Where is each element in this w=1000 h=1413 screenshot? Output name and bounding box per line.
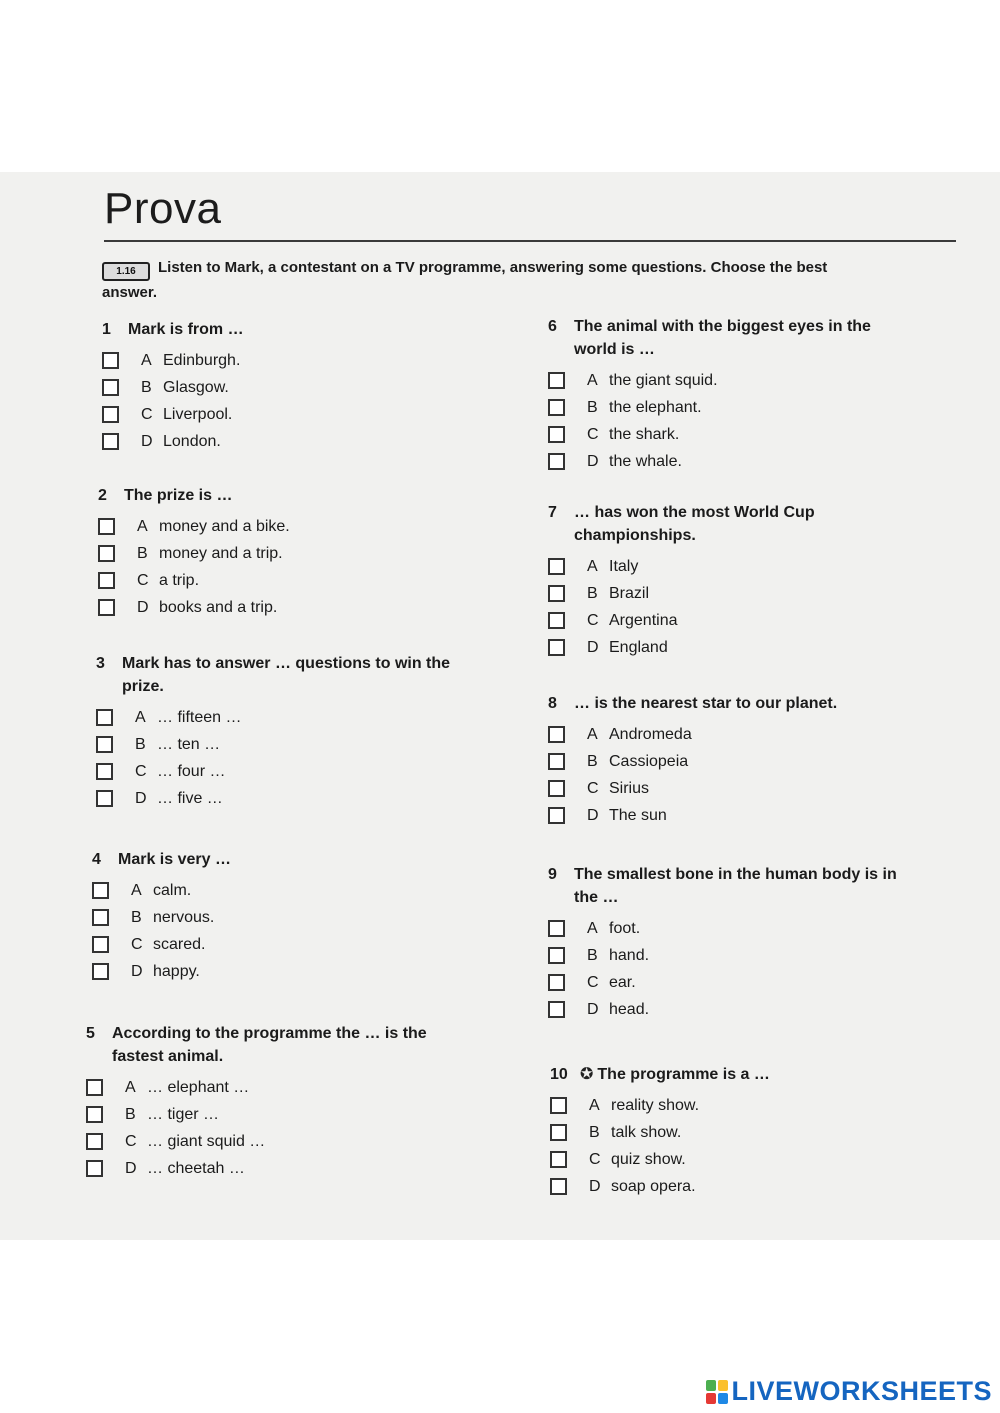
- option-text: … ten …: [157, 735, 221, 753]
- option-letter: C: [587, 425, 599, 443]
- answer-option[interactable]: [86, 1074, 476, 1101]
- answer-checkbox[interactable]: [548, 558, 565, 575]
- option-letter: A: [137, 517, 148, 535]
- question-header: [550, 1063, 890, 1086]
- option-text: scared.: [153, 935, 206, 953]
- answer-options: [550, 1092, 890, 1200]
- answer-checkbox[interactable]: [548, 372, 565, 389]
- answer-checkbox[interactable]: [548, 453, 565, 470]
- answer-option[interactable]: [86, 1128, 476, 1155]
- option-letter: B: [587, 584, 598, 602]
- answer-option[interactable]: [548, 915, 918, 942]
- option-text: England: [609, 638, 668, 656]
- answer-option[interactable]: [102, 347, 482, 374]
- question-text-content: Mark has to answer … questions to win the prize.: [122, 655, 451, 695]
- option-text: foot.: [609, 919, 641, 937]
- option-text: Glasgow.: [163, 378, 229, 396]
- option-text: the shark.: [609, 425, 680, 443]
- option-text: talk show.: [611, 1123, 682, 1141]
- brand-text: LIVEWORKSHEETS: [731, 1376, 992, 1406]
- option-text: the giant squid.: [609, 371, 718, 389]
- question-text: [118, 848, 472, 871]
- answer-checkbox[interactable]: [548, 426, 565, 443]
- question-6: [548, 315, 878, 475]
- liveworksheets-logo: [706, 1376, 992, 1407]
- option-letter: C: [125, 1132, 137, 1150]
- question-5: [86, 1022, 476, 1182]
- answer-option[interactable]: [548, 748, 888, 775]
- answer-option[interactable]: [98, 594, 478, 621]
- option-text: nervous.: [153, 908, 215, 926]
- answer-checkbox[interactable]: [96, 763, 113, 780]
- answer-checkbox[interactable]: [548, 780, 565, 797]
- option-text: … tiger …: [147, 1105, 220, 1123]
- question-number: 9: [548, 866, 557, 883]
- option-text: head.: [609, 1000, 650, 1018]
- answer-option[interactable]: [98, 567, 478, 594]
- answer-checkbox[interactable]: [96, 790, 113, 807]
- answer-checkbox[interactable]: [98, 545, 115, 562]
- option-text: Edinburgh.: [163, 351, 241, 369]
- option-text: hand.: [609, 946, 650, 964]
- question-text-content: … is the nearest star to our planet.: [574, 695, 838, 712]
- question-number: 3: [96, 655, 105, 672]
- answer-option[interactable]: [102, 401, 482, 428]
- option-letter: D: [141, 432, 153, 450]
- question-number: 7: [548, 504, 557, 521]
- answer-option[interactable]: [548, 969, 918, 996]
- option-text: London.: [163, 432, 221, 450]
- question-text: [574, 692, 888, 715]
- option-letter: B: [141, 378, 152, 396]
- question-3: [96, 652, 486, 812]
- answer-option[interactable]: [96, 731, 486, 758]
- option-letter: B: [135, 735, 146, 753]
- question-text: [574, 315, 878, 361]
- instruction-text: Listen to Mark, a contestant on a TV programme, answering some questions. Choose the best answer.: [102, 259, 828, 301]
- answer-option[interactable]: [92, 931, 472, 958]
- answer-option[interactable]: [550, 1119, 890, 1146]
- answer-checkbox[interactable]: [98, 572, 115, 589]
- option-text: the whale.: [609, 452, 682, 470]
- answer-option[interactable]: [96, 785, 486, 812]
- question-4: [92, 848, 472, 985]
- question-text-content: … has won the most World Cup championships.: [574, 504, 815, 544]
- answer-checkbox[interactable]: [548, 612, 565, 629]
- answer-checkbox[interactable]: [96, 709, 113, 726]
- option-letter: A: [589, 1096, 600, 1114]
- option-letter: B: [131, 908, 142, 926]
- answer-option[interactable]: [86, 1101, 476, 1128]
- answer-options: [92, 877, 472, 985]
- option-text: Brazil: [609, 584, 650, 602]
- answer-checkbox[interactable]: [102, 433, 119, 450]
- option-letter: B: [125, 1105, 136, 1123]
- answer-checkbox[interactable]: [550, 1097, 567, 1114]
- option-letter: C: [587, 611, 599, 629]
- question-9: [548, 863, 918, 1023]
- answer-checkbox[interactable]: [548, 974, 565, 991]
- logo-square-blue: [718, 1393, 728, 1404]
- logo-square-yellow: [718, 1380, 728, 1391]
- question-text-content: The programme is a …: [597, 1066, 770, 1083]
- option-text: Argentina: [609, 611, 678, 629]
- option-letter: C: [137, 571, 149, 589]
- answer-option[interactable]: [548, 721, 888, 748]
- option-letter: C: [589, 1150, 601, 1168]
- answer-option[interactable]: [548, 996, 918, 1023]
- question-text: [574, 501, 878, 547]
- answer-option[interactable]: [548, 448, 878, 475]
- option-letter: D: [589, 1177, 601, 1195]
- answer-checkbox[interactable]: [86, 1160, 103, 1177]
- question-header: [92, 848, 472, 871]
- liveworksheets-icon: [706, 1380, 728, 1404]
- option-letter: D: [135, 789, 147, 807]
- question-text: [122, 652, 486, 698]
- question-text: [574, 863, 918, 909]
- option-text: quiz show.: [611, 1150, 686, 1168]
- instruction: [102, 256, 842, 304]
- answer-checkbox[interactable]: [548, 1001, 565, 1018]
- option-text: the elephant.: [609, 398, 702, 416]
- question-header: [98, 484, 478, 507]
- question-header: [548, 501, 878, 547]
- option-letter: A: [125, 1078, 136, 1096]
- question-header: [96, 652, 486, 698]
- question-header: [548, 692, 888, 715]
- answer-checkbox[interactable]: [92, 882, 109, 899]
- page-title: Prova: [104, 184, 222, 233]
- question-text-content: Mark is very …: [118, 851, 231, 868]
- title-rule: [104, 240, 956, 242]
- option-text: Andromeda: [609, 725, 692, 743]
- answer-checkbox[interactable]: [92, 909, 109, 926]
- question-header: [548, 315, 878, 361]
- option-text: Liverpool.: [163, 405, 233, 423]
- option-text: money and a trip.: [159, 544, 283, 562]
- option-letter: A: [135, 708, 146, 726]
- answer-option[interactable]: [548, 775, 888, 802]
- answer-option[interactable]: [550, 1146, 890, 1173]
- question-number: 2: [98, 487, 107, 504]
- answer-option[interactable]: [92, 904, 472, 931]
- option-text: Italy: [609, 557, 639, 575]
- option-letter: B: [587, 752, 598, 770]
- answer-options: [548, 553, 878, 661]
- option-text: … five …: [157, 789, 223, 807]
- answer-option[interactable]: [548, 634, 878, 661]
- option-text: books and a trip.: [159, 598, 278, 616]
- answer-option[interactable]: [86, 1155, 476, 1182]
- answer-checkbox[interactable]: [102, 406, 119, 423]
- answer-checkbox[interactable]: [86, 1106, 103, 1123]
- option-letter: A: [587, 557, 598, 575]
- question-header: [548, 863, 918, 909]
- question-text-content: The prize is …: [124, 487, 233, 504]
- option-text: … fifteen …: [157, 708, 242, 726]
- answer-option[interactable]: [96, 758, 486, 785]
- question-text-content: According to the programme the … is the fastest animal.: [112, 1025, 427, 1065]
- question-number: 10: [550, 1066, 568, 1083]
- option-letter: B: [589, 1123, 600, 1141]
- option-letter: C: [131, 935, 143, 953]
- answer-option[interactable]: [92, 958, 472, 985]
- question-1: [102, 318, 482, 455]
- logo-square-green: [706, 1380, 716, 1391]
- answer-checkbox[interactable]: [92, 963, 109, 980]
- logo-square-red: [706, 1393, 716, 1404]
- answer-checkbox[interactable]: [92, 936, 109, 953]
- answer-checkbox[interactable]: [548, 947, 565, 964]
- option-text: happy.: [153, 962, 200, 980]
- question-text: [580, 1063, 890, 1086]
- answer-checkbox[interactable]: [102, 352, 119, 369]
- answer-option[interactable]: [102, 428, 482, 455]
- option-text: ear.: [609, 973, 636, 991]
- option-text: … giant squid …: [147, 1132, 266, 1150]
- option-letter: C: [141, 405, 153, 423]
- option-text: reality show.: [611, 1096, 700, 1114]
- question-text: [128, 318, 482, 341]
- answer-checkbox[interactable]: [548, 726, 565, 743]
- question-number: 5: [86, 1025, 95, 1042]
- answer-checkbox[interactable]: [548, 753, 565, 770]
- answer-checkbox[interactable]: [548, 807, 565, 824]
- option-letter: D: [125, 1159, 137, 1177]
- option-text: Cassiopeia: [609, 752, 689, 770]
- option-letter: C: [587, 973, 599, 991]
- question-2: [98, 484, 478, 621]
- answer-option[interactable]: [102, 374, 482, 401]
- answer-option[interactable]: [548, 553, 878, 580]
- answer-option[interactable]: [98, 513, 478, 540]
- option-letter: C: [587, 779, 599, 797]
- option-letter: D: [587, 638, 599, 656]
- option-letter: A: [141, 351, 152, 369]
- answer-options: [102, 347, 482, 455]
- answer-options: [86, 1074, 476, 1182]
- answer-checkbox[interactable]: [548, 399, 565, 416]
- question-text-content: Mark is from …: [128, 321, 244, 338]
- option-letter: D: [131, 962, 143, 980]
- question-text: [112, 1022, 476, 1068]
- option-letter: C: [135, 762, 147, 780]
- question-header: [102, 318, 482, 341]
- question-number: 4: [92, 851, 101, 868]
- option-text: Sirius: [609, 779, 650, 797]
- answer-option[interactable]: [548, 607, 878, 634]
- option-letter: D: [137, 598, 149, 616]
- question-8: [548, 692, 888, 829]
- answer-option[interactable]: [548, 802, 888, 829]
- answer-checkbox[interactable]: [98, 518, 115, 535]
- option-letter: A: [587, 371, 598, 389]
- answer-option[interactable]: [548, 394, 878, 421]
- answer-checkbox[interactable]: [548, 920, 565, 937]
- option-letter: D: [587, 806, 599, 824]
- answer-checkbox[interactable]: [98, 599, 115, 616]
- answer-checkbox[interactable]: [550, 1124, 567, 1141]
- question-number: 6: [548, 318, 557, 335]
- option-letter: D: [587, 452, 599, 470]
- option-text: calm.: [153, 881, 192, 899]
- option-letter: B: [587, 946, 598, 964]
- answer-option[interactable]: [548, 580, 878, 607]
- audio-track-icon: 1.16: [102, 262, 150, 281]
- option-text: a trip.: [159, 571, 200, 589]
- answer-option[interactable]: [92, 877, 472, 904]
- option-text: soap opera.: [611, 1177, 696, 1195]
- question-7: [548, 501, 878, 661]
- answer-option[interactable]: [548, 367, 878, 394]
- answer-checkbox[interactable]: [550, 1151, 567, 1168]
- option-letter: B: [137, 544, 148, 562]
- option-text: money and a bike.: [159, 517, 290, 535]
- answer-checkbox[interactable]: [550, 1178, 567, 1195]
- answer-checkbox[interactable]: [96, 736, 113, 753]
- option-letter: B: [587, 398, 598, 416]
- question-number: 1: [102, 321, 111, 338]
- question-text-content: The animal with the biggest eyes in the world is …: [574, 318, 871, 358]
- answer-checkbox[interactable]: [86, 1133, 103, 1150]
- answer-options: [548, 915, 918, 1023]
- option-text: … four …: [157, 762, 226, 780]
- answer-option[interactable]: [550, 1173, 890, 1200]
- answer-checkbox[interactable]: [548, 639, 565, 656]
- answer-option[interactable]: [548, 942, 918, 969]
- option-text: … elephant …: [147, 1078, 250, 1096]
- option-letter: A: [587, 919, 598, 937]
- answer-checkbox[interactable]: [548, 585, 565, 602]
- answer-option[interactable]: [96, 704, 486, 731]
- answer-options: [548, 721, 888, 829]
- answer-options: [98, 513, 478, 621]
- option-text: … cheetah …: [147, 1159, 245, 1177]
- option-letter: D: [587, 1000, 599, 1018]
- option-text: The sun: [609, 806, 667, 824]
- star-icon: ✪: [580, 1066, 594, 1083]
- answer-option[interactable]: [548, 421, 878, 448]
- option-letter: A: [587, 725, 598, 743]
- answer-checkbox[interactable]: [86, 1079, 103, 1096]
- question-text-content: The smallest bone in the human body is in the …: [574, 866, 897, 906]
- answer-options: [96, 704, 486, 812]
- answer-options: [548, 367, 878, 475]
- question-10: [550, 1063, 890, 1200]
- answer-option[interactable]: [550, 1092, 890, 1119]
- answer-checkbox[interactable]: [102, 379, 119, 396]
- option-letter: A: [131, 881, 142, 899]
- question-number: 8: [548, 695, 557, 712]
- question-text: [124, 484, 478, 507]
- answer-option[interactable]: [98, 540, 478, 567]
- question-header: [86, 1022, 476, 1068]
